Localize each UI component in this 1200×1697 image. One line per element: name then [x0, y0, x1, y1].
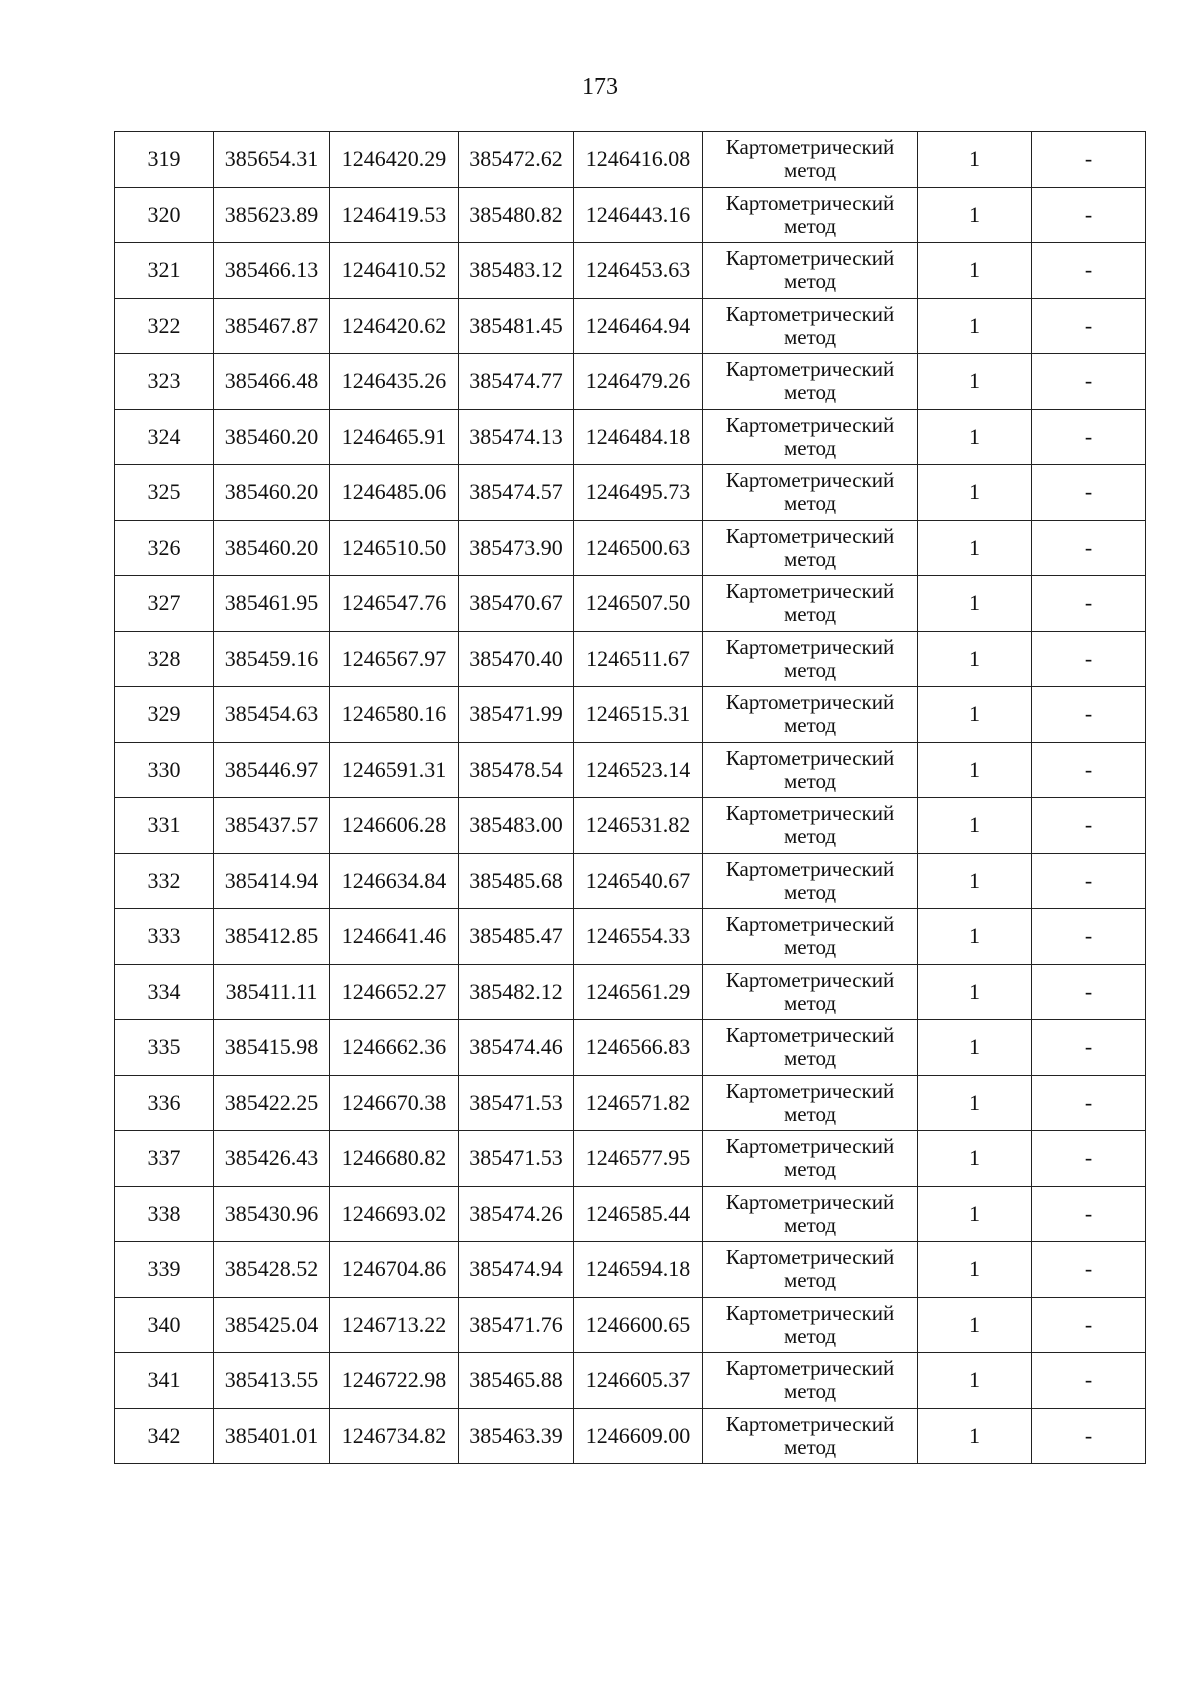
table-row — [115, 1131, 1146, 1187]
y-new: 1246453.63 — [574, 243, 703, 299]
accuracy-value: 1 — [918, 631, 1032, 687]
x-new: 385471.99 — [459, 687, 574, 743]
point-number: 330 — [115, 742, 214, 798]
accuracy-value: 1 — [918, 243, 1032, 299]
table-row — [115, 1020, 1146, 1076]
x-old: 385446.97 — [214, 742, 330, 798]
table-row — [115, 354, 1146, 410]
x-old: 385415.98 — [214, 1020, 330, 1076]
y-old: 1246435.26 — [330, 354, 459, 410]
coordinates-table — [114, 131, 1146, 1464]
method-cell — [703, 964, 918, 1020]
method-cell — [703, 631, 918, 687]
x-old: 385414.94 — [214, 853, 330, 909]
table-row — [115, 964, 1146, 1020]
table-row — [115, 409, 1146, 465]
method-label-continued: метод — [783, 713, 837, 738]
accuracy-value: 1 — [918, 409, 1032, 465]
table-row — [115, 798, 1146, 854]
method-label: Картометрический — [725, 190, 895, 215]
point-number: 325 — [115, 465, 214, 521]
method-label-continued: метод — [783, 158, 837, 183]
accuracy-value: 1 — [918, 298, 1032, 354]
x-new: 385471.53 — [459, 1131, 574, 1187]
x-new: 385474.94 — [459, 1242, 574, 1298]
method-label: Картометрический — [725, 1411, 895, 1436]
method-label-continued: метод — [783, 1268, 837, 1293]
method-label: Картометрический — [725, 1300, 895, 1325]
x-old: 385459.16 — [214, 631, 330, 687]
method-label: Картометрический — [725, 1023, 895, 1048]
accuracy-value: 1 — [918, 1075, 1032, 1131]
accuracy-value: 1 — [918, 1297, 1032, 1353]
x-old: 385412.85 — [214, 909, 330, 965]
accuracy-value: 1 — [918, 1186, 1032, 1242]
accuracy-value: 1 — [918, 1020, 1032, 1076]
note-value: - — [1032, 1186, 1146, 1242]
y-new: 1246484.18 — [574, 409, 703, 465]
x-new: 385480.82 — [459, 187, 574, 243]
method-label-continued: метод — [783, 657, 837, 682]
point-number: 319 — [115, 132, 214, 188]
x-new: 385472.62 — [459, 132, 574, 188]
accuracy-value: 1 — [918, 520, 1032, 576]
note-value: - — [1032, 909, 1146, 965]
accuracy-value: 1 — [918, 687, 1032, 743]
y-new: 1246594.18 — [574, 1242, 703, 1298]
note-value: - — [1032, 798, 1146, 854]
method-cell — [703, 909, 918, 965]
accuracy-value: 1 — [918, 909, 1032, 965]
y-old: 1246547.76 — [330, 576, 459, 632]
y-new: 1246566.83 — [574, 1020, 703, 1076]
x-new: 385483.12 — [459, 243, 574, 299]
y-old: 1246485.06 — [330, 465, 459, 521]
method-cell — [703, 1408, 918, 1464]
accuracy-value: 1 — [918, 1353, 1032, 1409]
y-old: 1246580.16 — [330, 687, 459, 743]
point-number: 335 — [115, 1020, 214, 1076]
method-label-continued: метод — [783, 491, 837, 516]
point-number: 331 — [115, 798, 214, 854]
method-label: Картометрический — [725, 1356, 895, 1381]
y-new: 1246495.73 — [574, 465, 703, 521]
note-value: - — [1032, 1020, 1146, 1076]
x-old: 385413.55 — [214, 1353, 330, 1409]
method-label-continued: метод — [783, 1434, 837, 1459]
method-cell — [703, 853, 918, 909]
table-row — [115, 687, 1146, 743]
method-label-continued: метод — [783, 435, 837, 460]
method-cell — [703, 520, 918, 576]
table-row — [115, 576, 1146, 632]
x-new: 385474.77 — [459, 354, 574, 410]
method-label-continued: метод — [783, 768, 837, 793]
point-number: 339 — [115, 1242, 214, 1298]
y-old: 1246722.98 — [330, 1353, 459, 1409]
method-cell — [703, 576, 918, 632]
point-number: 333 — [115, 909, 214, 965]
x-new: 385474.26 — [459, 1186, 574, 1242]
y-new: 1246443.16 — [574, 187, 703, 243]
x-new: 385485.47 — [459, 909, 574, 965]
method-label-continued: метод — [783, 546, 837, 571]
y-new: 1246464.94 — [574, 298, 703, 354]
accuracy-value: 1 — [918, 853, 1032, 909]
accuracy-value: 1 — [918, 1131, 1032, 1187]
note-value: - — [1032, 964, 1146, 1020]
x-old: 385454.63 — [214, 687, 330, 743]
accuracy-value: 1 — [918, 465, 1032, 521]
y-new: 1246609.00 — [574, 1408, 703, 1464]
method-label-continued: метод — [783, 1323, 837, 1348]
method-cell — [703, 409, 918, 465]
point-number: 341 — [115, 1353, 214, 1409]
x-new: 385481.45 — [459, 298, 574, 354]
method-cell — [703, 1353, 918, 1409]
y-new: 1246416.08 — [574, 132, 703, 188]
x-old: 385425.04 — [214, 1297, 330, 1353]
x-old: 385467.87 — [214, 298, 330, 354]
y-new: 1246523.14 — [574, 742, 703, 798]
x-new: 385463.39 — [459, 1408, 574, 1464]
y-new: 1246600.65 — [574, 1297, 703, 1353]
y-old: 1246420.62 — [330, 298, 459, 354]
y-old: 1246465.91 — [330, 409, 459, 465]
note-value: - — [1032, 1408, 1146, 1464]
y-old: 1246567.97 — [330, 631, 459, 687]
note-value: - — [1032, 298, 1146, 354]
point-number: 332 — [115, 853, 214, 909]
y-old: 1246510.50 — [330, 520, 459, 576]
y-new: 1246577.95 — [574, 1131, 703, 1187]
method-label-continued: метод — [783, 1101, 837, 1126]
y-old: 1246410.52 — [330, 243, 459, 299]
table-row — [115, 853, 1146, 909]
page-number: 173 — [582, 74, 618, 100]
x-old: 385654.31 — [214, 132, 330, 188]
table-row — [115, 243, 1146, 299]
x-old: 385466.13 — [214, 243, 330, 299]
x-old: 385460.20 — [214, 520, 330, 576]
method-label-continued: метод — [783, 269, 837, 294]
point-number: 327 — [115, 576, 214, 632]
y-new: 1246561.29 — [574, 964, 703, 1020]
accuracy-value: 1 — [918, 187, 1032, 243]
table-row — [115, 742, 1146, 798]
x-new: 385483.00 — [459, 798, 574, 854]
method-label: Картометрический — [725, 579, 895, 604]
method-label: Картометрический — [725, 468, 895, 493]
point-number: 326 — [115, 520, 214, 576]
table-row — [115, 520, 1146, 576]
x-new: 385471.53 — [459, 1075, 574, 1131]
x-new: 385470.40 — [459, 631, 574, 687]
method-cell — [703, 1075, 918, 1131]
table-row — [115, 631, 1146, 687]
point-number: 320 — [115, 187, 214, 243]
method-cell — [703, 1242, 918, 1298]
table-row — [115, 465, 1146, 521]
note-value: - — [1032, 1075, 1146, 1131]
accuracy-value: 1 — [918, 798, 1032, 854]
accuracy-value: 1 — [918, 132, 1032, 188]
method-label: Картометрический — [725, 412, 895, 437]
method-cell — [703, 798, 918, 854]
note-value: - — [1032, 465, 1146, 521]
method-cell — [703, 1020, 918, 1076]
y-new: 1246540.67 — [574, 853, 703, 909]
note-value: - — [1032, 520, 1146, 576]
table-row — [115, 298, 1146, 354]
method-label-continued: метод — [783, 935, 837, 960]
table-row — [115, 132, 1146, 188]
method-label: Картометрический — [725, 246, 895, 271]
y-new: 1246511.67 — [574, 631, 703, 687]
method-label: Картометрический — [725, 301, 895, 326]
point-number: 340 — [115, 1297, 214, 1353]
point-number: 328 — [115, 631, 214, 687]
point-number: 329 — [115, 687, 214, 743]
method-label-continued: метод — [783, 1379, 837, 1404]
table-row — [115, 1353, 1146, 1409]
x-new: 385471.76 — [459, 1297, 574, 1353]
x-old: 385426.43 — [214, 1131, 330, 1187]
method-label: Картометрический — [725, 967, 895, 992]
x-new: 385474.46 — [459, 1020, 574, 1076]
method-label: Картометрический — [725, 690, 895, 715]
method-label: Картометрический — [725, 135, 895, 160]
method-label-continued: метод — [783, 213, 837, 238]
y-old: 1246641.46 — [330, 909, 459, 965]
x-new: 385470.67 — [459, 576, 574, 632]
accuracy-value: 1 — [918, 1242, 1032, 1298]
table-row — [115, 1408, 1146, 1464]
method-cell — [703, 1186, 918, 1242]
point-number: 322 — [115, 298, 214, 354]
method-cell — [703, 1297, 918, 1353]
method-label: Картометрический — [725, 1134, 895, 1159]
x-old: 385437.57 — [214, 798, 330, 854]
accuracy-value: 1 — [918, 354, 1032, 410]
method-cell — [703, 187, 918, 243]
method-label-continued: метод — [783, 380, 837, 405]
y-old: 1246670.38 — [330, 1075, 459, 1131]
method-label: Картометрический — [725, 1078, 895, 1103]
note-value: - — [1032, 1242, 1146, 1298]
table-body — [115, 132, 1146, 1464]
y-new: 1246585.44 — [574, 1186, 703, 1242]
y-old: 1246420.29 — [330, 132, 459, 188]
method-label-continued: метод — [783, 1046, 837, 1071]
method-label: Картометрический — [725, 1189, 895, 1214]
method-label-continued: метод — [783, 990, 837, 1015]
method-label: Картометрический — [725, 912, 895, 937]
x-old: 385422.25 — [214, 1075, 330, 1131]
note-value: - — [1032, 132, 1146, 188]
method-label-continued: метод — [783, 602, 837, 627]
accuracy-value: 1 — [918, 576, 1032, 632]
y-new: 1246479.26 — [574, 354, 703, 410]
note-value: - — [1032, 1353, 1146, 1409]
y-old: 1246704.86 — [330, 1242, 459, 1298]
x-new: 385478.54 — [459, 742, 574, 798]
x-new: 385473.90 — [459, 520, 574, 576]
table-row — [115, 1297, 1146, 1353]
method-label: Картометрический — [725, 801, 895, 826]
y-old: 1246713.22 — [330, 1297, 459, 1353]
y-new: 1246605.37 — [574, 1353, 703, 1409]
method-cell — [703, 742, 918, 798]
table-row — [115, 1242, 1146, 1298]
method-label: Картометрический — [725, 856, 895, 881]
method-label: Картометрический — [725, 523, 895, 548]
y-new: 1246531.82 — [574, 798, 703, 854]
y-new: 1246500.63 — [574, 520, 703, 576]
method-label-continued: метод — [783, 1157, 837, 1182]
note-value: - — [1032, 243, 1146, 299]
x-old: 385461.95 — [214, 576, 330, 632]
x-old: 385466.48 — [214, 354, 330, 410]
table-row — [115, 187, 1146, 243]
method-label: Картометрический — [725, 1245, 895, 1270]
y-old: 1246652.27 — [330, 964, 459, 1020]
note-value: - — [1032, 742, 1146, 798]
note-value: - — [1032, 354, 1146, 410]
x-new: 385474.57 — [459, 465, 574, 521]
method-label-continued: метод — [783, 879, 837, 904]
point-number: 338 — [115, 1186, 214, 1242]
y-old: 1246734.82 — [330, 1408, 459, 1464]
accuracy-value: 1 — [918, 1408, 1032, 1464]
note-value: - — [1032, 687, 1146, 743]
method-cell — [703, 465, 918, 521]
x-old: 385401.01 — [214, 1408, 330, 1464]
table-row — [115, 1075, 1146, 1131]
x-old: 385428.52 — [214, 1242, 330, 1298]
y-new: 1246507.50 — [574, 576, 703, 632]
x-old: 385430.96 — [214, 1186, 330, 1242]
point-number: 334 — [115, 964, 214, 1020]
note-value: - — [1032, 409, 1146, 465]
y-old: 1246591.31 — [330, 742, 459, 798]
note-value: - — [1032, 187, 1146, 243]
note-value: - — [1032, 576, 1146, 632]
method-cell — [703, 1131, 918, 1187]
y-new: 1246571.82 — [574, 1075, 703, 1131]
note-value: - — [1032, 631, 1146, 687]
x-new: 385465.88 — [459, 1353, 574, 1409]
point-number: 323 — [115, 354, 214, 410]
method-cell — [703, 298, 918, 354]
x-new: 385485.68 — [459, 853, 574, 909]
note-value: - — [1032, 1297, 1146, 1353]
method-label: Картометрический — [725, 745, 895, 770]
method-label: Картометрический — [725, 634, 895, 659]
y-old: 1246634.84 — [330, 853, 459, 909]
y-new: 1246554.33 — [574, 909, 703, 965]
table-row — [115, 1186, 1146, 1242]
method-cell — [703, 687, 918, 743]
method-cell — [703, 132, 918, 188]
accuracy-value: 1 — [918, 742, 1032, 798]
x-old: 385460.20 — [214, 465, 330, 521]
point-number: 321 — [115, 243, 214, 299]
point-number: 336 — [115, 1075, 214, 1131]
y-old: 1246419.53 — [330, 187, 459, 243]
point-number: 324 — [115, 409, 214, 465]
x-old: 385460.20 — [214, 409, 330, 465]
method-label-continued: метод — [783, 1212, 837, 1237]
method-label: Картометрический — [725, 357, 895, 382]
point-number: 342 — [115, 1408, 214, 1464]
note-value: - — [1032, 1131, 1146, 1187]
y-old: 1246606.28 — [330, 798, 459, 854]
x-old: 385623.89 — [214, 187, 330, 243]
method-cell — [703, 354, 918, 410]
x-old: 385411.11 — [214, 964, 330, 1020]
method-label-continued: метод — [783, 824, 837, 849]
method-cell — [703, 243, 918, 299]
y-old: 1246680.82 — [330, 1131, 459, 1187]
y-new: 1246515.31 — [574, 687, 703, 743]
x-new: 385474.13 — [459, 409, 574, 465]
note-value: - — [1032, 853, 1146, 909]
y-old: 1246693.02 — [330, 1186, 459, 1242]
accuracy-value: 1 — [918, 964, 1032, 1020]
point-number: 337 — [115, 1131, 214, 1187]
x-new: 385482.12 — [459, 964, 574, 1020]
table-row — [115, 909, 1146, 965]
y-old: 1246662.36 — [330, 1020, 459, 1076]
method-label-continued: метод — [783, 324, 837, 349]
